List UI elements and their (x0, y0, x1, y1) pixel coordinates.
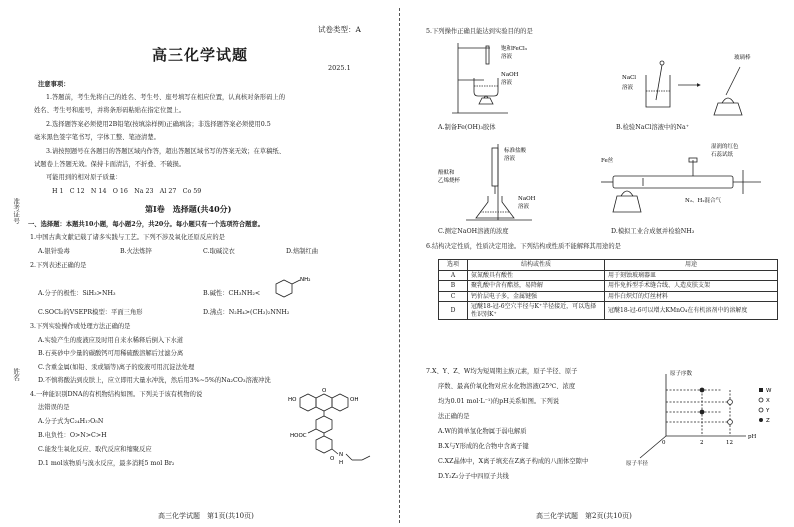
question-7-option-a[interactable]: A.W的简单氢化物属于弱电解质 (438, 428, 527, 435)
table-header: 选项 (439, 260, 468, 271)
svg-text:Y: Y (766, 408, 770, 414)
svg-text:标准盐酸: 标准盐酸 (504, 148, 527, 154)
svg-text:0: 0 (662, 440, 666, 446)
apparatus-c-icon (436, 140, 566, 224)
table-header: 用途 (605, 260, 778, 271)
table-header: 结构或性质 (468, 260, 605, 271)
question-1-option-a[interactable]: A.银针验毒 (38, 248, 70, 255)
svg-text:石蕊试纸: 石蕊试纸 (711, 152, 734, 158)
fluorescein-structure-icon (286, 384, 386, 476)
question-6-table (438, 259, 778, 320)
notice-line: 姓名、考生号和座号，并将条形码粘贴在指定位置上。 (34, 107, 186, 114)
question-3-option-d[interactable]: D.不慎将酸沾到皮肤上，应立即用大量水冲洗，然后用3%~5%的Na₂CO₃溶液冲洗 (38, 377, 271, 384)
question-1-option-b[interactable]: B.火法炼锌 (120, 248, 152, 255)
q5-caption-d[interactable]: D.模拟工业合成氨并检验NH₃ (611, 228, 695, 235)
question-7-option-d[interactable]: D.Y₂Z₂分子中四原子共线 (438, 473, 509, 480)
svg-text:H: H (339, 460, 344, 466)
apparatus-d-icon (593, 140, 783, 224)
svg-text:原子半径: 原子半径 (626, 461, 649, 466)
svg-text:O: O (330, 456, 335, 462)
table-cell: 冠醚18-冠-6可以增大KMnO₄在有机溶剂中的溶解度 (605, 302, 778, 320)
notice-line: 毫米黑色签字笔书写，字体工整、笔迹清楚。 (34, 134, 160, 141)
question-7-stem-cont: 法正确的是 (438, 413, 470, 420)
question-3-option-c[interactable]: C.含重金属(如铅、汞或镉等)离子的废液可用沉淀法处理 (38, 364, 195, 371)
question-7-stem-cont: 序数、最高价氧化物对应水化物溶液(25℃、浓度 (438, 383, 576, 390)
aniline-structure-icon (266, 276, 316, 302)
exam-number-label: 准考证号 (12, 198, 21, 224)
point-x-icon (728, 400, 733, 405)
table-cell: C (439, 291, 468, 302)
table-cell: 冠醚18-冠-6空穴半径与K⁺半径接近，可以选择性识别K⁺ (468, 302, 605, 320)
table-row[interactable] (439, 302, 778, 320)
q5-caption-c[interactable]: C.测定NaOH溶液的浓度 (438, 228, 509, 235)
svg-text:Z: Z (766, 418, 770, 424)
question-3-option-a[interactable]: A.实验产生的废液应及时用自来水稀释后倒入下水道 (38, 337, 184, 344)
table-cell: 用于刻蚀玻璃器皿 (605, 270, 778, 281)
q5-caption-b[interactable]: B.检验NaCl溶液中的Na⁺ (616, 124, 690, 131)
name-label: 姓名 (12, 368, 21, 381)
svg-text:溶液: 溶液 (501, 54, 513, 60)
page-title: 高三化学试题 (152, 46, 249, 64)
table-cell: A (439, 270, 468, 281)
page-footer: 高三化学试题 第1页(共10页) (158, 512, 254, 521)
notice-line: 1.答题前，考生先将自己的姓名、考生号、座号填写在相应位置，认真核对条形码上的 (46, 94, 285, 101)
page-divider (399, 8, 400, 523)
svg-text:HO: HO (288, 397, 297, 403)
q7-3d-axis-figure (626, 366, 786, 466)
svg-text:饱和FeCl₃: 饱和FeCl₃ (501, 46, 527, 52)
table-cell: D (439, 302, 468, 320)
notice-line: 3.请按照题号在各题目的答题区域内作答，超出答题区域书写的答案无效；在草稿纸、 (46, 148, 285, 155)
svg-text:12: 12 (726, 440, 733, 446)
question-6-stem: 6.结构决定性质，性质决定用途。下列结构或性质不能解释其用途的是 (426, 243, 621, 250)
question-1-stem: 1.中国古典文献记载了诸多实践与工艺。下列不涉及氧化还原反应的是 (30, 234, 225, 241)
page-footer: 高三化学试题 第2页(共10页) (536, 512, 632, 521)
table-row[interactable] (439, 291, 778, 302)
svg-text:N₂、H₂混合气: N₂、H₂混合气 (685, 198, 722, 204)
apparatus-a-icon (448, 38, 558, 118)
svg-text:原子序数: 原子序数 (670, 371, 693, 377)
table-row[interactable] (439, 281, 778, 292)
question-3-option-b[interactable]: B.石英砂中少量的碳酸钙可用稀硫酸溶解后过滤分离 (38, 350, 184, 357)
question-4-option-d[interactable]: D.1 mol该物质与溴水反应，最多消耗5 mol Br₂ (38, 460, 175, 467)
paper-type: 试卷类型：A (318, 25, 361, 34)
question-7-stem-cont: 均为0.01 mol·L⁻¹)的pH关系如图。下列说 (438, 398, 560, 405)
point-y-icon (728, 420, 733, 425)
svg-text:酚酞和: 酚酞和 (438, 170, 455, 176)
table-cell: 用作免拆型手术缝合线、人造皮肤支架 (605, 281, 778, 292)
svg-text:溶液: 溶液 (622, 85, 634, 91)
q5-caption-a[interactable]: A.制备Fe(OH)₃胶体 (438, 124, 496, 131)
svg-text:X: X (766, 398, 770, 404)
table-header-row (439, 260, 778, 271)
question-2-option-b[interactable]: B.碱性：CH₃NH₂< (203, 290, 261, 297)
svg-text:NH₂: NH₂ (300, 277, 311, 283)
svg-text:W: W (766, 388, 772, 394)
section-intro: 一、选择题：本题共10小题，每小题2分，共20分。每小题只有一个选项符合题意。 (28, 221, 265, 228)
question-2-option-a[interactable]: A.分子的极性：SiH₃>NH₃ (38, 290, 116, 297)
question-7-option-c[interactable]: C.XZ晶体中，X离子填充在Z离子构成的八面体空隙中 (438, 458, 589, 465)
question-1-option-c[interactable]: C.取碱浣衣 (203, 248, 235, 255)
point-z-icon (700, 410, 705, 415)
svg-text:溶液: 溶液 (501, 80, 513, 86)
question-1-option-d[interactable]: D.焙制红曲 (286, 248, 319, 255)
question-4-option-c[interactable]: C.能发生氧化反应、取代反应和缩聚反应 (38, 446, 152, 453)
question-4-option-a[interactable]: A.分子式为C₂₄H₁₇O₅N (38, 418, 104, 425)
svg-text:NaOH: NaOH (501, 72, 519, 78)
table-row[interactable] (439, 270, 778, 281)
svg-text:乙烯烧杯: 乙烯烧杯 (438, 178, 461, 184)
svg-text:pH: pH (748, 434, 757, 440)
svg-text:NaOH: NaOH (518, 196, 536, 202)
svg-text:玻璃棒: 玻璃棒 (734, 55, 751, 61)
svg-text:溶液: 溶液 (504, 156, 516, 162)
svg-text:湿润的红色: 湿润的红色 (711, 144, 739, 150)
notice-line: 2.选择题答案必须使用2B铅笔(按填涂样例)正确填涂；非选择题答案必须使用0.5 (46, 121, 271, 128)
atomic-mass-label: 可能用到的相对原子质量： (46, 174, 122, 181)
question-2-option-d[interactable]: D.沸点：N₂H₄>(CH₃)₂NNH₂ (203, 309, 290, 316)
notice-line: 试题卷上答题无效。保持卡面清洁，不折叠、不破损。 (34, 161, 186, 168)
exam-date: 2025.1 (328, 64, 351, 72)
svg-text:Fe丝: Fe丝 (601, 158, 614, 164)
question-5-stem: 5.下列操作正确且能达到实验目的的是 (426, 28, 533, 35)
svg-text:N: N (339, 452, 344, 458)
right-page (408, 0, 790, 527)
svg-text:HOOC: HOOC (290, 433, 307, 439)
left-page (28, 0, 392, 527)
svg-text:溶液: 溶液 (518, 204, 530, 210)
table-cell: 用作白炽灯的灯丝材料 (605, 291, 778, 302)
svg-text:OH: OH (350, 397, 359, 403)
atomic-masses: H 1 C 12 N 14 O 16 Na 23 Al 27 Co 59 (52, 188, 202, 195)
question-7-option-b[interactable]: B.X与Y形成的化合物中含离子键 (438, 443, 529, 450)
question-2-stem: 2.下列表述正确的是 (30, 262, 87, 269)
point-w-icon (700, 388, 705, 393)
table-cell: 氨氮酸具有酸性 (468, 270, 605, 281)
apparatus-b-icon (618, 45, 768, 120)
question-3-stem: 3.下列实验操作或处理方法正确的是 (30, 323, 131, 330)
binding-margin (10, 0, 22, 527)
question-7-stem: 7.X、Y、Z、W均为短周期主族元素，原子半径、原子 (426, 368, 578, 375)
question-4-stem-cont: 法错误的是 (38, 404, 70, 411)
table-cell: B (439, 281, 468, 292)
table-cell: 聚乳酸中含有酯基，易降解 (468, 281, 605, 292)
svg-text:2: 2 (700, 440, 704, 446)
svg-text:NaCl: NaCl (622, 75, 637, 81)
svg-text:O: O (322, 388, 327, 394)
question-2-option-c[interactable]: C.SOCl₂的VSEPR模型：平面三角形 (38, 309, 143, 316)
notice-title: 注意事项： (38, 81, 70, 88)
question-4-option-b[interactable]: B.电负性：O>N>C>H (38, 432, 107, 439)
table-cell: 钙价层电子多，金属键强 (468, 291, 605, 302)
question-4-stem: 4.一种能识别DNA的有机物结构如图。下列关于该有机物的说 (30, 391, 203, 398)
section-title: 第Ⅰ卷 选择题(共40分) (145, 204, 232, 214)
